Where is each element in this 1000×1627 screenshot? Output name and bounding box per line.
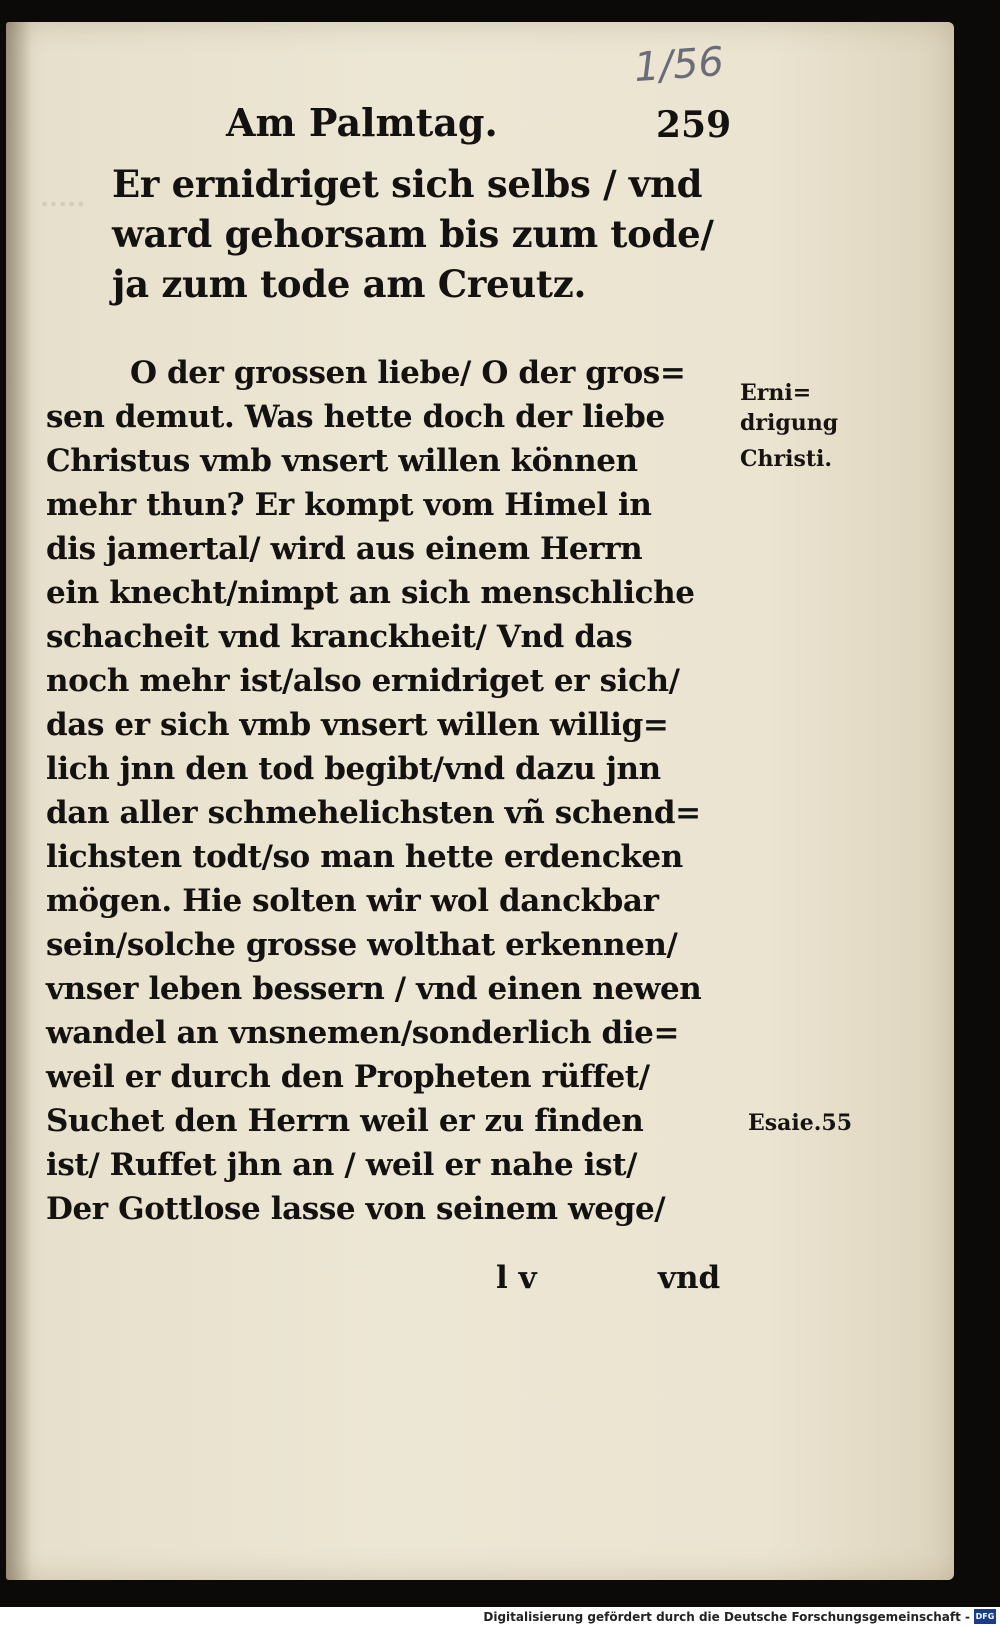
body-line: das er sich vmb vnsert willen willig= — [46, 707, 669, 743]
body-line: ein knecht/nimpt an sich menschliche — [46, 575, 695, 611]
gutter-shadow — [6, 22, 32, 1580]
body-line: dan aller schmehelichsten vñ schend= — [46, 795, 701, 831]
heading-line: ward gehorsam bis zum tode/ — [112, 212, 714, 256]
body-line: Christus vmb vnsert willen können — [46, 443, 638, 479]
body-line: mehr thun? Er kompt vom Himel in — [46, 487, 652, 523]
body-line: lichsten todt/so man hette erdencken — [46, 839, 683, 875]
body-line: O der grossen liebe/ O der gros= — [130, 355, 686, 391]
body-line: mögen. Hie solten wir wol danckbar — [46, 883, 659, 919]
heading-line: ja zum tode am Creutz. — [112, 262, 587, 306]
signature-mark: l v — [496, 1260, 537, 1296]
margin-note-esaie: Esaie.55 — [748, 1110, 853, 1136]
dfg-logo: DFG — [974, 1609, 996, 1624]
body-line: Der Gottlose lasse von seinem wege/ — [46, 1191, 666, 1227]
margin-note-ernidrigung: Erni= — [740, 380, 812, 406]
margin-note-ernidrigung: drigung — [740, 410, 839, 436]
catchword: vnd — [658, 1260, 721, 1296]
body-line: vnser leben bessern / vnd einen newen — [46, 971, 702, 1007]
body-line: sein/solche grosse wolthat erkennen/ — [46, 927, 678, 963]
body-line: schacheit vnd kranckheit/ Vnd das — [46, 619, 633, 655]
page-number: 259 — [656, 104, 732, 146]
funding-credit: Digitalisierung gefördert durch die Deutsche Forschungsgemeinschaft - — [483, 1610, 970, 1624]
handwritten-shelf-mark: 1/56 — [632, 38, 726, 92]
heading-line: Er ernidriget sich selbs / vnd — [112, 162, 703, 206]
body-line: noch mehr ist/also ernidriget er sich/ — [46, 663, 680, 699]
body-line: ist/ Ruffet jhn an / weil er nahe ist/ — [46, 1147, 638, 1183]
running-title: Am Palmtag. — [226, 100, 498, 145]
body-line: wandel an vnsnemen/sonderlich die= — [46, 1015, 680, 1051]
body-line: Suchet den Herrn weil er zu finden — [46, 1103, 644, 1139]
body-line: dis jamertal/ wird aus einem Herrn — [46, 531, 643, 567]
body-line: lich jnn den tod begibt/vnd dazu jnn — [46, 751, 661, 787]
body-line: sen demut. Was hette doch der liebe — [46, 399, 665, 435]
body-line: weil er durch den Propheten rüffet/ — [46, 1059, 650, 1095]
show-through-text: ····· — [40, 190, 86, 220]
margin-note-ernidrigung: Christi. — [740, 446, 833, 472]
